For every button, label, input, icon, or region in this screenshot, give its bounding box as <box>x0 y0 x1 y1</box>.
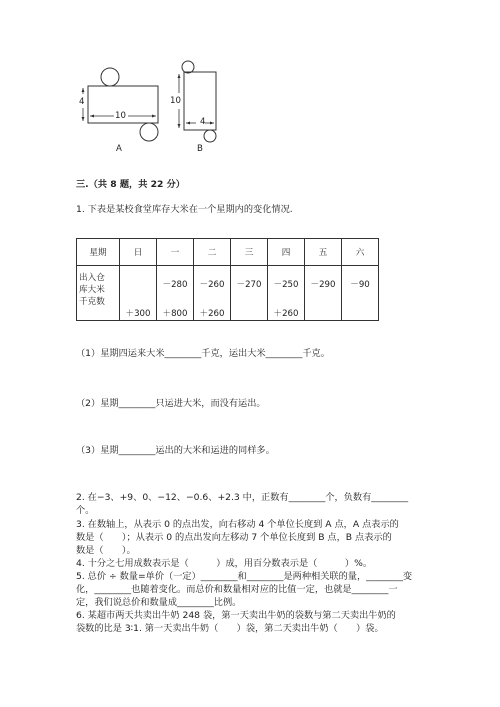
day-fri: 五 <box>305 239 342 266</box>
row-label-line-3: 千克数 <box>79 297 105 307</box>
figure-a-top-circle <box>101 68 119 86</box>
figure-a-width-label: 10 <box>115 111 126 121</box>
cell-thu-out: －250 <box>273 280 299 290</box>
day-sat: 六 <box>342 239 379 266</box>
figure-b-bottom-circle <box>204 130 216 142</box>
cell-mon-out: －280 <box>162 280 188 290</box>
q6-line1: 6. 某超市两天共卖出牛奶 248 袋，第一天卖出牛奶的袋数与第二天卖出牛奶的 <box>76 610 396 621</box>
q1-intro: 1. 下表是某校食堂库存大米在一个星期内的变化情况. <box>76 204 293 215</box>
table-header-label: 星期 <box>77 239 120 266</box>
section-heading: 三.（共 8 题，共 22 分） <box>76 179 185 190</box>
q1-sub3: （3）星期________运出的大米和运进的同样多。 <box>76 445 275 456</box>
cell-tue <box>194 266 231 321</box>
figure-a-caption: A <box>116 144 122 154</box>
row-label-line-1: 出入仓 <box>79 273 105 283</box>
q5-line3: 定，我们说总价和数量成________比例。 <box>76 597 242 608</box>
cell-fri-out: －290 <box>310 280 336 290</box>
cell-sat-out: －90 <box>350 280 370 290</box>
q3-line3: 数是（ ）。 <box>76 545 136 556</box>
table-header-row <box>77 239 379 266</box>
q3-line2: 数是（ ）；从表示 0 的点出发向左移动 7 个单位长度到 B 点，B 点表示的 <box>76 532 392 543</box>
rice-stock-table <box>76 238 379 321</box>
cell-mon <box>157 266 194 321</box>
q2-line2: 个。 <box>76 505 95 516</box>
cell-mon-in: ＋800 <box>162 309 188 319</box>
cell-sat <box>342 266 379 321</box>
cell-thu-in: ＋260 <box>273 309 299 319</box>
cell-fri <box>305 266 342 321</box>
day-thu: 四 <box>268 239 305 266</box>
q6-line2: 袋数的比是 3∶1. 第一天卖出牛奶（ ）袋，第二天卖出牛奶（ ）袋。 <box>76 623 384 634</box>
day-wed: 三 <box>231 239 268 266</box>
day-sun: 日 <box>120 239 157 266</box>
cell-tue-out: －260 <box>199 280 225 290</box>
q4-line1: 4. 十分之七用成数表示是（ ）成，用百分数表示是（ ）%。 <box>76 558 373 569</box>
day-mon: 一 <box>157 239 194 266</box>
figure-b-width-label: 4 <box>200 117 206 127</box>
cell-thu <box>268 266 305 321</box>
row-label <box>77 266 120 321</box>
q3-line1: 3. 在数轴上，从表示 0 的点出发，向右移动 4 个单位长度到 A 点，A 点表示的 <box>76 519 399 530</box>
cell-wed-out: －270 <box>236 280 262 290</box>
day-tue: 二 <box>194 239 231 266</box>
q1-sub2: （2）星期________只运进大米，而没有运出。 <box>76 398 266 409</box>
figure-b-caption: B <box>197 144 203 154</box>
cell-sun-in: ＋300 <box>125 309 151 319</box>
row-label-line-2: 库大米 <box>79 285 105 295</box>
q5-line2: 化，________也随着变化。而总价和数量相对应的比值一定，也就是________一 <box>76 584 398 595</box>
table-value-row <box>77 266 379 321</box>
q5-line1: 5. 总价 ÷ 数量=单价（一定）________和________是两种相关联的量，________变 <box>76 571 413 582</box>
figure-b-top-circle <box>182 61 194 73</box>
figure-b-height-label: 10 <box>170 96 181 106</box>
q1-sub1: （1）星期四运来大米________千克，运出大米________千克。 <box>76 348 330 359</box>
figure-a <box>70 60 170 155</box>
q2-line1: 2. 在−3、+9、0、−12、−0.6、+2.3 中，正数有________个，负数有________ <box>76 492 409 503</box>
cell-sun <box>120 266 157 321</box>
figure-a-height-label: 4 <box>79 97 85 107</box>
cell-tue-in: ＋260 <box>199 309 225 319</box>
figure-a-bottom-circle <box>140 123 158 141</box>
cell-wed <box>231 266 268 321</box>
